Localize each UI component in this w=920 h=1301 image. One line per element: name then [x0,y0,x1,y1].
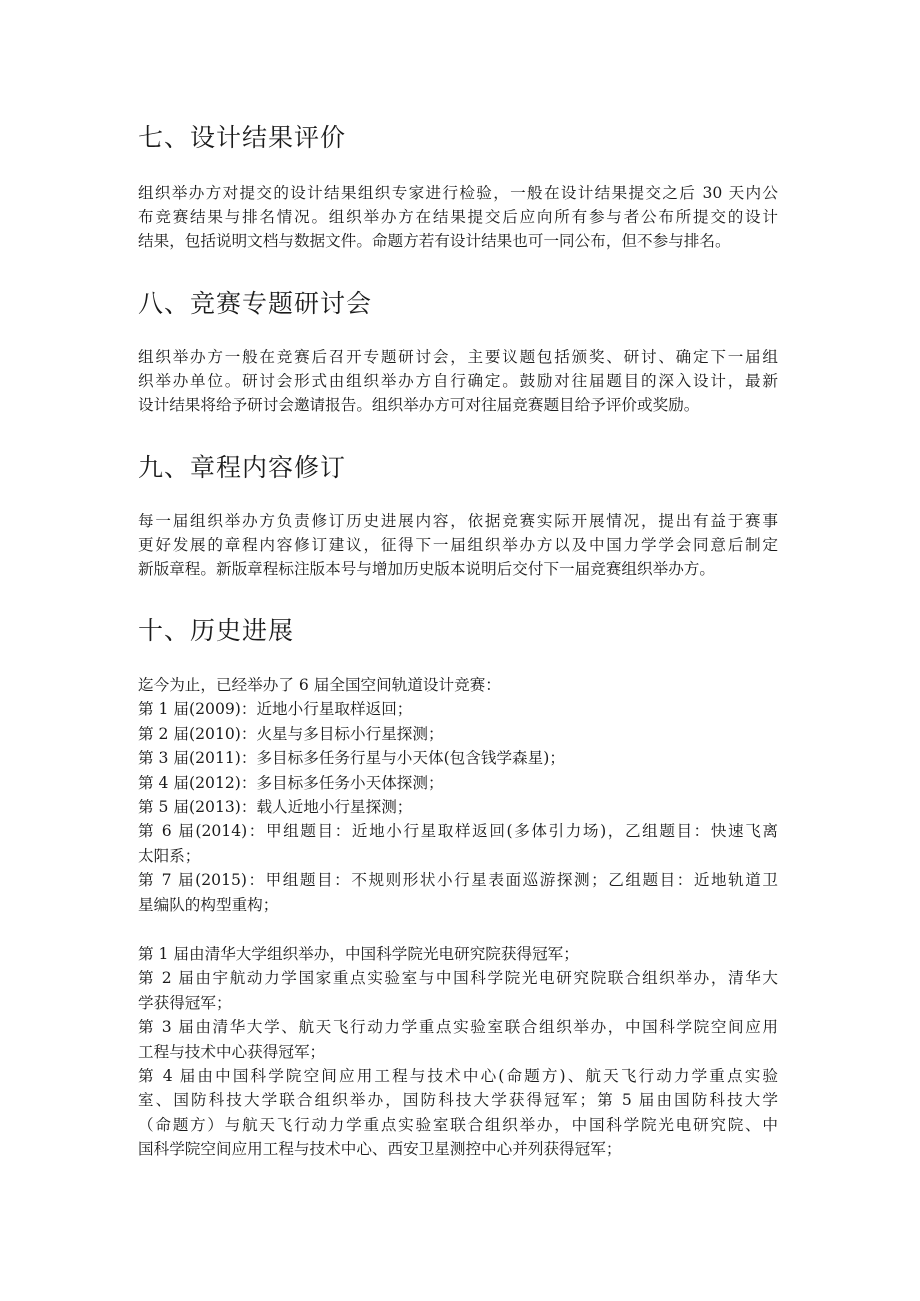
history-intro: 迄今为止，已经举办了 6 届全国空间轨道设计竞赛： [138,676,501,694]
edition-item: 第 7 届(2015)：甲组题目：不规则形状小行星表面巡游探测；乙组题目：近地轨道卫 [138,871,778,890]
edition-item: 星编队的构型重构； [138,895,279,914]
paragraph-line: 组织举办方对提交的设计结果组织专家进行检验，一般在设计结果提交之后 30 天内公 [138,184,778,202]
paragraph-line: 新版章程。新版章程标注版本号与增加历史版本说明后交付下一届竞赛组织举办方。 [138,560,715,578]
organizer-item: 工程与技术中心获得冠军； [138,1042,326,1061]
organizer-item: （命题方）与航天飞行动力学重点实验室联合组织举办，中国科学院光电研究院、中 [138,1115,778,1134]
edition-item: 第 6 届(2014)：甲组题目：近地小行星取样返回(多体引力场)，乙组题目：快速飞离 [138,822,778,841]
edition-item: 第 2 届(2010)：火星与多目标小行星探测； [138,724,444,743]
paragraph-line: 布竞赛结果与排名情况。组织举办方在结果提交后应向所有参与者公布所提交的设计 [138,208,778,226]
paragraph-line: 结果，包括说明文档与数据文件。命题方若有设计结果也可一同公布，但不参与排名。 [138,232,731,250]
organizer-item: 室、国防科技大学联合组织举办，国防科技大学获得冠军；第 5 届由国防科技大学 [138,1091,778,1110]
paragraph-line: 设计结果将给予研讨会邀请报告。组织举办方可对往届竞赛题目给予评价或奖励。 [138,396,700,414]
edition-item: 第 1 届(2009)：近地小行星取样返回； [138,700,413,719]
organizer-item: 第 2 届由宇航动力学国家重点实验室与中国科学院光电研究院联合组织举办，清华大 [138,969,778,988]
section-heading-7: 七、设计结果评价 [138,123,347,152]
section-heading-8: 八、竞赛专题研讨会 [138,289,373,318]
section-heading-9: 九、章程内容修订 [138,453,347,482]
section-heading-10: 十、历史进展 [138,616,295,645]
edition-item: 太阳系； [138,846,201,865]
organizer-item: 第 1 届由清华大学组织举办，中国科学院光电研究院获得冠军； [138,945,579,963]
paragraph-line: 组织举办方一般在竞赛后召开专题研讨会，主要议题包括颁奖、研讨、确定下一届组 [138,348,778,366]
section-7-paragraph [138,181,778,253]
history-editions-list [138,673,778,917]
section-8-paragraph [138,345,778,417]
section-9-paragraph [138,509,778,581]
edition-item: 第 3 届(2011)：多目标多任务行星与小天体(包含钱学森星)； [138,749,565,768]
organizer-item: 第 3 届由清华大学、航天飞行动力学重点实验室联合组织举办，中国科学院空间应用 [138,1018,778,1037]
organizer-item: 学获得冠军； [138,993,232,1012]
edition-item: 第 4 届(2012)：多目标多任务小天体探测； [138,773,444,792]
organizer-item: 第 4 届由中国科学院空间应用工程与技术中心(命题方)、航天飞行动力学重点实验 [138,1067,778,1086]
paragraph-line: 更好发展的章程内容修订建议，征得下一届组织举办方以及中国力学学会同意后制定 [138,536,778,554]
organizer-item: 国科学院空间应用工程与技术中心、西安卫星测控中心并列获得冠军； [138,1140,622,1159]
edition-item: 第 5 届(2013)：载人近地小行星探测； [138,798,413,817]
paragraph-line: 织举办单位。研讨会形式由组织举办方自行确定。鼓励对往届题目的深入设计，最新 [138,372,778,390]
paragraph-line: 每一届组织举办方负责修订历史进展内容，依据竞赛实际开展情况，提出有益于赛事 [138,512,778,530]
history-organizers-list [138,942,778,1162]
